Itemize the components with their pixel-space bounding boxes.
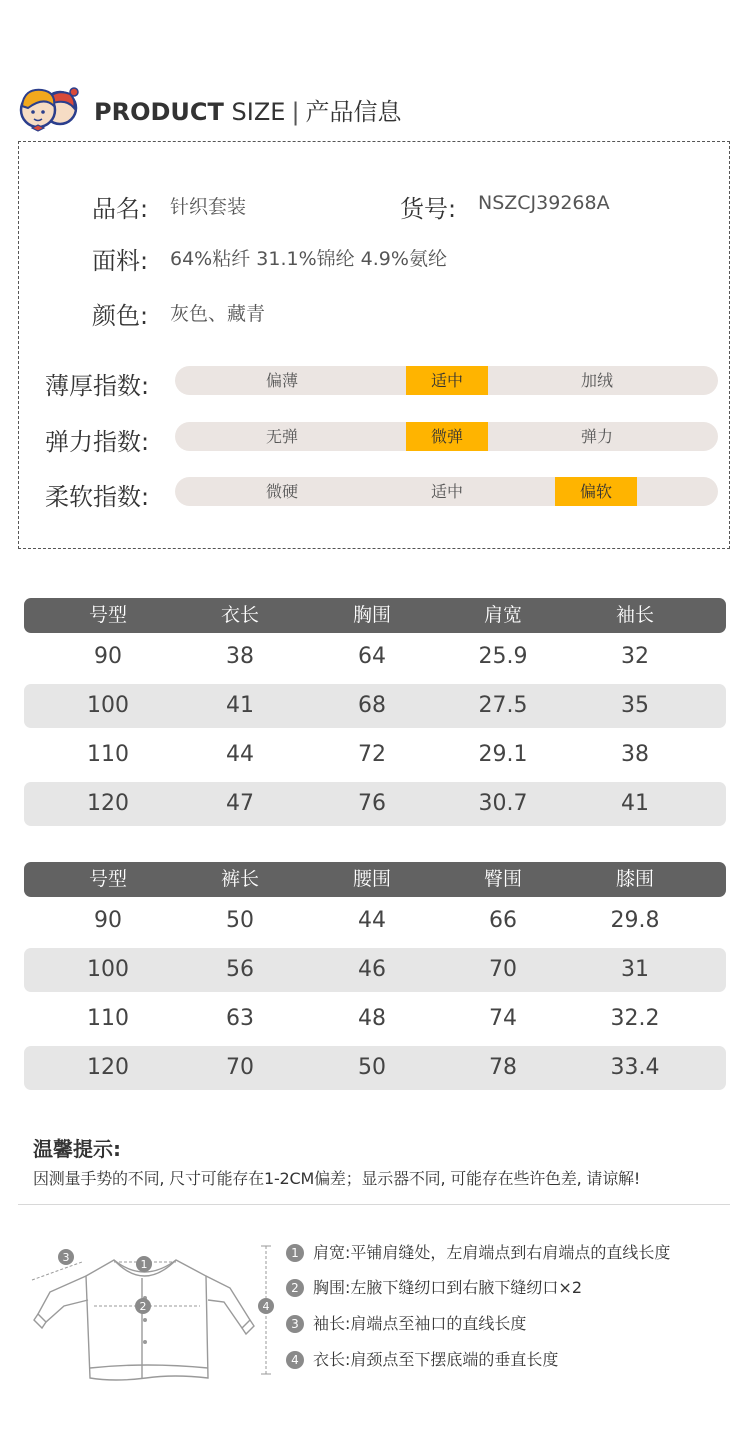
- table-row: [24, 733, 726, 777]
- header-separator: |: [291, 98, 300, 126]
- table-cell: 44: [226, 742, 254, 767]
- table-cell: 66: [489, 908, 517, 933]
- measurement-label: 袖长:: [313, 1314, 351, 1333]
- table-cell: 63: [226, 1006, 254, 1031]
- thickness-option-3: 加绒: [580, 371, 613, 390]
- table-row: [24, 1046, 726, 1090]
- elasticity-index-bar: [175, 422, 718, 451]
- table-cell: 56: [226, 957, 254, 982]
- measurement-desc: 左腋下缝纫口到右腋下缝纫口×2: [350, 1278, 582, 1297]
- table-cell: 41: [621, 791, 649, 816]
- legend-number-2: 2: [286, 1279, 304, 1297]
- bottom-size-table: [24, 862, 726, 1090]
- table-row: [24, 635, 726, 679]
- table-cell: 50: [358, 1055, 386, 1080]
- table-cell: 72: [358, 742, 386, 767]
- top-header-length: 衣长: [220, 604, 259, 626]
- legend-number-3: 3: [286, 1315, 304, 1333]
- table-cell: 29.8: [610, 908, 660, 933]
- measurement-chest: [286, 1277, 582, 1299]
- measurement-desc: 平铺肩缝处，左肩端点到右肩端点的直线长度: [350, 1243, 671, 1262]
- table-cell: 31: [621, 957, 649, 982]
- top-table-header: [24, 598, 726, 633]
- diagram-marker-4: [258, 1298, 274, 1314]
- table-cell: 29.1: [478, 742, 528, 767]
- table-cell: 90: [94, 908, 122, 933]
- header-title-bold: PRODUCT: [94, 98, 224, 126]
- header-title-rest: SIZE: [231, 98, 286, 126]
- table-cell: 38: [621, 742, 649, 767]
- table-cell: 32: [621, 644, 649, 669]
- table-cell: 48: [358, 1006, 386, 1031]
- measurement-desc: 肩颈点至下摆底端的垂直长度: [350, 1350, 559, 1369]
- tips-title: 温馨提示:: [33, 1137, 121, 1161]
- diagram-marker-4-label: 4: [262, 1300, 270, 1313]
- table-cell: 110: [87, 742, 129, 767]
- table-cell: 100: [87, 957, 129, 982]
- thickness-index-bar: [175, 366, 718, 395]
- garment-diagram: [24, 1228, 286, 1388]
- name-value: 针织套装: [170, 196, 247, 218]
- measurement-label: 肩宽:: [313, 1243, 351, 1262]
- sku-value: NSZCJ39268A: [478, 192, 610, 214]
- softness-option-1: 微硬: [265, 482, 298, 501]
- table-cell: 78: [489, 1055, 517, 1080]
- measurement-desc: 肩端点至袖口的直线长度: [350, 1314, 527, 1333]
- bottom-header-hip: 臀围: [483, 868, 522, 890]
- diagram-marker-2-label: 2: [139, 1300, 147, 1313]
- elasticity-index-label: 弹力指数:: [45, 428, 150, 456]
- measurement-sleeve: [286, 1313, 526, 1335]
- diagram-marker-1-label: 1: [140, 1258, 148, 1271]
- thickness-option-1: 偏薄: [265, 371, 298, 390]
- table-cell: 110: [87, 1006, 129, 1031]
- softness-index-bar: [175, 477, 718, 506]
- top-header-size: 号型: [88, 604, 127, 626]
- bottom-header-knee: 膝围: [615, 868, 654, 890]
- table-row: [24, 899, 726, 943]
- sku-label: 货号:: [400, 195, 457, 223]
- table-row: [24, 684, 726, 728]
- elasticity-option-2-selected: 微弹: [406, 422, 488, 451]
- name-label: 品名:: [92, 195, 149, 223]
- elasticity-option-3: 弹力: [580, 427, 613, 446]
- table-cell: 33.4: [610, 1055, 660, 1080]
- bottom-header-size: 号型: [88, 868, 127, 890]
- table-cell: 50: [226, 908, 254, 933]
- table-cell: 27.5: [478, 693, 528, 718]
- thickness-index-label: 薄厚指数:: [45, 372, 150, 400]
- top-header-chest: 胸围: [352, 604, 391, 626]
- table-cell: 64: [358, 644, 386, 669]
- fabric-value: 64%粘纤 31.1%锦纶 4.9%氨纶: [170, 248, 447, 270]
- softness-option-2: 适中: [430, 482, 463, 501]
- table-cell: 120: [87, 1055, 129, 1080]
- bottom-header-pants-length: 裤长: [220, 868, 259, 890]
- table-cell: 100: [87, 693, 129, 718]
- table-cell: 70: [489, 957, 517, 982]
- table-cell: 70: [226, 1055, 254, 1080]
- brand-logo-icon: [14, 80, 80, 136]
- table-row: [24, 782, 726, 826]
- table-cell: 90: [94, 644, 122, 669]
- legend-number-1: 1: [286, 1244, 304, 1262]
- softness-index-label: 柔软指数:: [45, 483, 150, 511]
- measurement-length: [286, 1349, 558, 1371]
- table-cell: 38: [226, 644, 254, 669]
- legend-number-4: 4: [286, 1351, 304, 1369]
- table-cell: 25.9: [478, 644, 528, 669]
- diagram-marker-3: [58, 1249, 74, 1265]
- section-header: [94, 92, 402, 127]
- color-label: 颜色:: [92, 302, 149, 330]
- top-header-shoulder: 肩宽: [483, 604, 522, 626]
- thickness-option-2-selected: 适中: [406, 366, 488, 395]
- bottom-header-waist: 腰围: [352, 868, 391, 890]
- diagram-marker-2: [135, 1298, 151, 1314]
- elasticity-option-1: 无弹: [265, 427, 298, 446]
- tips-text: 因测量手势的不同, 尺寸可能存在1-2CM偏差；显示器不同, 可能存在些许色差, 请谅解!: [33, 1169, 641, 1188]
- fabric-label: 面料:: [92, 247, 149, 275]
- top-header-sleeve: 袖长: [615, 604, 654, 626]
- table-cell: 74: [489, 1006, 517, 1031]
- table-row: [24, 997, 726, 1041]
- table-cell: 76: [358, 791, 386, 816]
- color-value: 灰色、藏青: [170, 303, 266, 325]
- table-cell: 35: [621, 693, 649, 718]
- bottom-table-header: [24, 862, 726, 897]
- table-cell: 120: [87, 791, 129, 816]
- measurement-shoulder: [286, 1242, 670, 1264]
- table-cell: 46: [358, 957, 386, 982]
- divider: [18, 1204, 730, 1205]
- table-cell: 30.7: [478, 791, 528, 816]
- softness-option-3-selected: 偏软: [555, 477, 637, 506]
- table-cell: 32.2: [610, 1006, 660, 1031]
- measurement-label: 胸围:: [313, 1278, 351, 1297]
- diagram-marker-3-label: 3: [62, 1251, 70, 1264]
- table-cell: 41: [226, 693, 254, 718]
- top-size-table: [24, 598, 726, 826]
- table-cell: 47: [226, 791, 254, 816]
- diagram-marker-1: [136, 1256, 152, 1272]
- table-cell: 68: [358, 693, 386, 718]
- measurement-label: 衣长:: [313, 1350, 351, 1369]
- header-subtitle: 产品信息: [305, 98, 402, 126]
- table-row: [24, 948, 726, 992]
- table-cell: 44: [358, 908, 386, 933]
